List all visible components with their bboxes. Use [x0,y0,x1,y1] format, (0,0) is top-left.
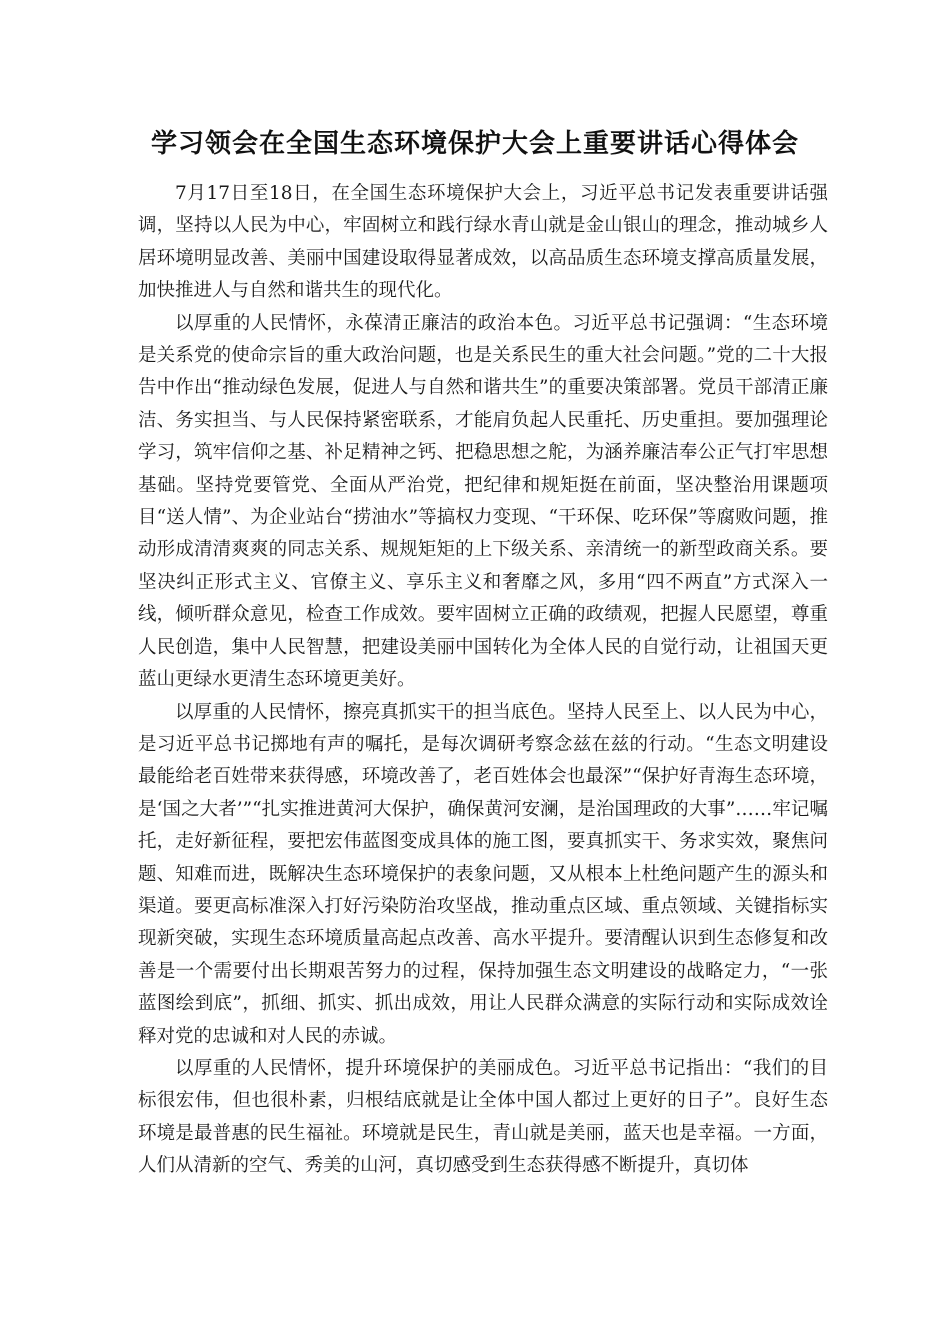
paragraph-responsibility: 以厚重的人民情怀，擦亮真抓实干的担当底色。坚持人民至上、以人民为中心，是习近平总书记掷地有声的嘱托，是每次调研考察念兹在兹的行动。“生态文明建设最能给老百姓带来获得感，环境改善了，老百姓体会也最深”“保护好青海生态环境，是‘国之大者’”“扎实推进黄河大保护，确保黄河安澜，是治国理政的大事”……牢记嘱托，走好新征程，要把宏伟蓝图变成具体的施工图，要真抓实干、务求实效，聚焦问题、知难而进，既解决生态环境保护的表象问题，又从根本上杜绝问题产生的源头和渠道。要更高标准深入打好污染防治攻坚战，推动重点区域、重点领域、关键指标实现新突破，实现生态环境质量高起点改善、高水平提升。要清醒认识到生态修复和改善是一个需要付出长期艰苦努力的过程，保持加强生态文明建设的战略定力，“一张蓝图绘到底”，抓细、抓实、抓出成效，用让人民群众满意的实际行动和实际成效诠释对党的忠诚和对人民的赤诚。 [138,701,828,1047]
paragraph-integrity: 以厚重的人民情怀，永葆清正廉洁的政治本色。习近平总书记强调：“生态环境是关系党的使命宗旨的重大政治问题，也是关系民生的重大社会问题。”党的二十大报告中作出“推动绿色发展，促进人与自然和谐共生”的重要决策部署。党员干部清正廉洁、务实担当、与人民保持紧密联系，才能肩负起人民重托、历史重担。要加强理论学习，筑牢信仰之基、补足精神之钙、把稳思想之舵，为涵养廉洁奉公正气打牢思想基础。坚持党要管党、全面从严治党，把纪律和规矩挺在前面，坚决整治用课题项目“送人情”、为企业站台“捞油水”等搞权力变现、“干环保、吃环保”等腐败问题，推动形成清清爽爽的同志关系、规规矩矩的上下级关系、亲清统一的新型政商关系。要坚决纠正形式主义、官僚主义、享乐主义和奢靡之风，多用“四不两直”方式深入一线，倾听群众意见，检查工作成效。要牢固树立正确的政绩观，把握人民愿望，尊重人民创造，集中人民智慧，把建设美丽中国转化为全体人民的自觉行动，让祖国天更蓝山更绿水更清生态环境更美好。 [138,312,828,691]
paragraph-intro: 7月17日至18日，在全国生态环境保护大会上，习近平总书记发表重要讲话强调，坚持以人民为中心，牢固树立和践行绿水青山就是金山银山的理念，推动城乡人居环境明显改善、美丽中国建设取得显著成效，以高品质生态环境支撑高质量发展，加快推进人与自然和谐共生的现代化。 [138,183,828,302]
document-body [138,178,828,1183]
paragraph-beauty: 以厚重的人民情怀，提升环境保护的美丽成色。习近平总书记指出：“我们的目标很宏伟，但也很朴素，归根结底就是让全体中国人都过上更好的日子”。良好生态环境是最普惠的民生福祉。环境就是民生，青山就是美丽，蓝天也是幸福。一方面，人们从清新的空气、秀美的山河，真切感受到生态获得感不断提升，真切体 [138,1057,828,1177]
document-title: 学习领会在全国生态环境保护大会上重要讲话心得体会 [150,129,799,159]
